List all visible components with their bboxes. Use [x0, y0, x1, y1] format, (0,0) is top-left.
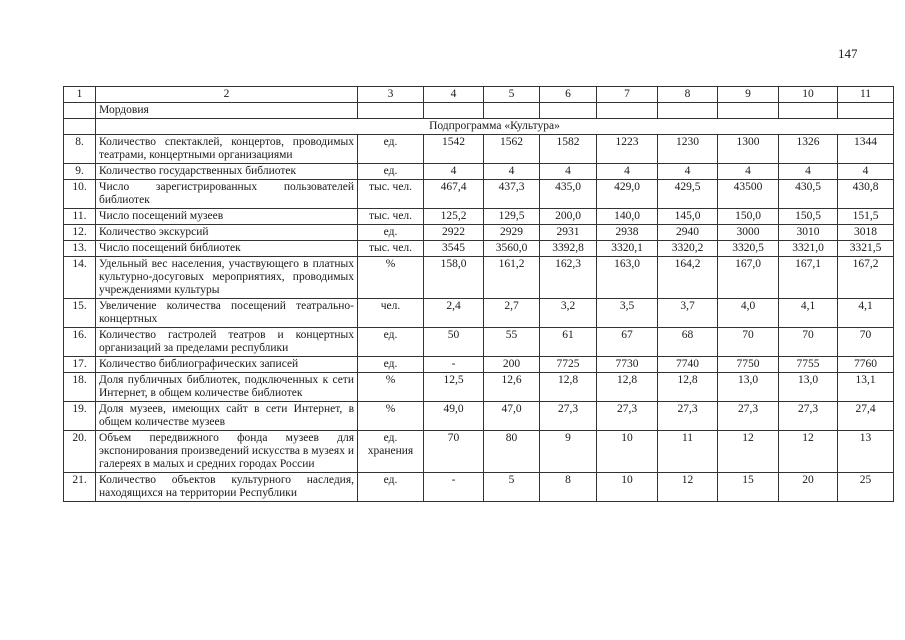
value-cell: 150,0: [718, 209, 779, 225]
value-cell: 3000: [718, 225, 779, 241]
value-cell: 7755: [779, 357, 838, 373]
value-cell: 2940: [658, 225, 718, 241]
value-cell: 4: [424, 164, 484, 180]
value-cell: 2929: [484, 225, 540, 241]
value-cell: 167,1: [779, 257, 838, 299]
value-cell: 12: [658, 473, 718, 502]
value-cell: 3321,5: [838, 241, 894, 257]
indicator-name: Количество библиографических записей: [96, 357, 358, 373]
unit-cell: ед.: [358, 135, 424, 164]
value-cell: 2,7: [484, 299, 540, 328]
value-cell: 200,0: [540, 209, 597, 225]
row-number: 19.: [64, 402, 96, 431]
value-cell: 429,5: [658, 180, 718, 209]
row-number: 15.: [64, 299, 96, 328]
value-cell: 70: [779, 328, 838, 357]
indicator-name: Удельный вес населения, участвующего в платных культурно-досуговых мероприятиях, проводимых учреждениями культуры: [96, 257, 358, 299]
value-cell: -: [424, 357, 484, 373]
value-cell: 25: [838, 473, 894, 502]
value-cell: 2931: [540, 225, 597, 241]
value-cell: 7760: [838, 357, 894, 373]
unit-cell: ед.: [358, 357, 424, 373]
region-row: [64, 103, 894, 119]
value-cell: 13,1: [838, 373, 894, 402]
value-cell: 467,4: [424, 180, 484, 209]
indicators-table: [63, 86, 894, 502]
value-cell: 61: [540, 328, 597, 357]
value-cell: 4: [540, 164, 597, 180]
value-cell: 12,8: [540, 373, 597, 402]
value-cell: 3320,1: [597, 241, 658, 257]
indicator-name: Увеличение количества посещений театрально-концертных: [96, 299, 358, 328]
value-cell: 1326: [779, 135, 838, 164]
value-cell: 4,0: [718, 299, 779, 328]
value-cell: 4,1: [779, 299, 838, 328]
unit-cell: тыс. чел.: [358, 209, 424, 225]
value-cell: 129,5: [484, 209, 540, 225]
table-row: [64, 241, 894, 257]
table-row: [64, 431, 894, 473]
value-cell: 167,0: [718, 257, 779, 299]
value-cell: 1542: [424, 135, 484, 164]
unit-cell: чел.: [358, 299, 424, 328]
region-name: Мордовия: [96, 103, 358, 119]
value-cell: 3560,0: [484, 241, 540, 257]
indicator-name: Количество объектов культурного наследия, находящихся на территории Республики: [96, 473, 358, 502]
value-cell: 27,3: [658, 402, 718, 431]
value-cell: 55: [484, 328, 540, 357]
row-number: 10.: [64, 180, 96, 209]
unit-cell: тыс. чел.: [358, 241, 424, 257]
value-cell: 70: [718, 328, 779, 357]
value-cell: 2922: [424, 225, 484, 241]
value-cell: 163,0: [597, 257, 658, 299]
page-number: 147: [838, 46, 858, 61]
value-cell: 20: [779, 473, 838, 502]
value-cell: 12,6: [484, 373, 540, 402]
value-cell: 10: [597, 473, 658, 502]
indicator-name: Количество экскурсий: [96, 225, 358, 241]
header-cell: 6: [540, 87, 597, 103]
value-cell: 11: [658, 431, 718, 473]
value-cell: 27,3: [718, 402, 779, 431]
value-cell: 8: [540, 473, 597, 502]
value-cell: 1582: [540, 135, 597, 164]
value-cell: 15: [718, 473, 779, 502]
value-cell: 13,0: [779, 373, 838, 402]
value-cell: 47,0: [484, 402, 540, 431]
value-cell: 4: [658, 164, 718, 180]
value-cell: 4: [484, 164, 540, 180]
value-cell: 67: [597, 328, 658, 357]
value-cell: 68: [658, 328, 718, 357]
value-cell: 80: [484, 431, 540, 473]
indicator-name: Доля публичных библиотек, подключенных к сети Интернет, в общем количестве библиотек: [96, 373, 358, 402]
value-cell: 151,5: [838, 209, 894, 225]
table-header-row: [64, 87, 894, 103]
value-cell: 430,8: [838, 180, 894, 209]
value-cell: 12,5: [424, 373, 484, 402]
header-cell: 2: [96, 87, 358, 103]
value-cell: 13: [838, 431, 894, 473]
value-cell: 3,2: [540, 299, 597, 328]
value-cell: 70: [838, 328, 894, 357]
row-number: 12.: [64, 225, 96, 241]
row-number: 14.: [64, 257, 96, 299]
value-cell: 145,0: [658, 209, 718, 225]
value-cell: 12,8: [597, 373, 658, 402]
header-cell: 10: [779, 87, 838, 103]
subprogram-row: [64, 119, 894, 135]
value-cell: 7750: [718, 357, 779, 373]
value-cell: 10: [597, 431, 658, 473]
value-cell: 200: [484, 357, 540, 373]
indicator-name: Количество спектаклей, концертов, проводимых театрами, концертными организациями: [96, 135, 358, 164]
table-row: [64, 402, 894, 431]
value-cell: 4: [838, 164, 894, 180]
value-cell: 7730: [597, 357, 658, 373]
unit-cell: %: [358, 257, 424, 299]
value-cell: 167,2: [838, 257, 894, 299]
value-cell: 3320,2: [658, 241, 718, 257]
value-cell: 1344: [838, 135, 894, 164]
unit-cell: ед. хранения: [358, 431, 424, 473]
row-number: 21.: [64, 473, 96, 502]
value-cell: 7740: [658, 357, 718, 373]
value-cell: 27,3: [779, 402, 838, 431]
indicator-name: Число посещений библиотек: [96, 241, 358, 257]
value-cell: 9: [540, 431, 597, 473]
value-cell: 3545: [424, 241, 484, 257]
row-number: 20.: [64, 431, 96, 473]
value-cell: 12: [779, 431, 838, 473]
unit-cell: %: [358, 373, 424, 402]
header-cell: 8: [658, 87, 718, 103]
value-cell: 3010: [779, 225, 838, 241]
value-cell: 3018: [838, 225, 894, 241]
row-number: 13.: [64, 241, 96, 257]
value-cell: 429,0: [597, 180, 658, 209]
value-cell: 1562: [484, 135, 540, 164]
value-cell: 12: [718, 431, 779, 473]
value-cell: 430,5: [779, 180, 838, 209]
value-cell: 70: [424, 431, 484, 473]
value-cell: 27,3: [540, 402, 597, 431]
header-cell: 9: [718, 87, 779, 103]
value-cell: 2,4: [424, 299, 484, 328]
value-cell: 27,3: [597, 402, 658, 431]
unit-cell: %: [358, 402, 424, 431]
table-row: [64, 357, 894, 373]
table-row: [64, 299, 894, 328]
table-row: [64, 209, 894, 225]
table-body: [64, 87, 894, 502]
value-cell: 3392,8: [540, 241, 597, 257]
value-cell: 1230: [658, 135, 718, 164]
value-cell: 4: [718, 164, 779, 180]
table-row: [64, 225, 894, 241]
value-cell: 1223: [597, 135, 658, 164]
value-cell: 5: [484, 473, 540, 502]
indicator-name: Число посещений музеев: [96, 209, 358, 225]
unit-cell: ед.: [358, 164, 424, 180]
value-cell: 3321,0: [779, 241, 838, 257]
unit-cell: ед.: [358, 225, 424, 241]
header-cell: 1: [64, 87, 96, 103]
value-cell: 13,0: [718, 373, 779, 402]
value-cell: 435,0: [540, 180, 597, 209]
row-number: 9.: [64, 164, 96, 180]
row-number: 18.: [64, 373, 96, 402]
unit-cell: ед.: [358, 328, 424, 357]
value-cell: 3,5: [597, 299, 658, 328]
value-cell: 27,4: [838, 402, 894, 431]
indicator-name: Объем передвижного фонда музеев для экспонирования произведений искусства в музеях и галереях в малых и средних городах России: [96, 431, 358, 473]
value-cell: 4: [779, 164, 838, 180]
indicator-name: Количество гастролей театров и концертных организаций за пределами республики: [96, 328, 358, 357]
row-number: 17.: [64, 357, 96, 373]
value-cell: 1300: [718, 135, 779, 164]
table-row: [64, 257, 894, 299]
value-cell: 125,2: [424, 209, 484, 225]
value-cell: 161,2: [484, 257, 540, 299]
indicator-name: Количество государственных библиотек: [96, 164, 358, 180]
row-number: 11.: [64, 209, 96, 225]
table-row: [64, 473, 894, 502]
value-cell: 437,3: [484, 180, 540, 209]
row-number: 16.: [64, 328, 96, 357]
indicator-name: Доля музеев, имеющих сайт в сети Интернет, в общем количестве музеев: [96, 402, 358, 431]
table-row: [64, 164, 894, 180]
value-cell: 4,1: [838, 299, 894, 328]
header-cell: 5: [484, 87, 540, 103]
value-cell: 164,2: [658, 257, 718, 299]
table-row: [64, 373, 894, 402]
table-row: [64, 135, 894, 164]
table-row: [64, 180, 894, 209]
unit-cell: тыс. чел.: [358, 180, 424, 209]
indicator-name: Число зарегистрированных пользователей библиотек: [96, 180, 358, 209]
header-cell: 3: [358, 87, 424, 103]
header-cell: 11: [838, 87, 894, 103]
value-cell: 2938: [597, 225, 658, 241]
value-cell: 50: [424, 328, 484, 357]
value-cell: 150,5: [779, 209, 838, 225]
subprogram-title: Подпрограмма «Культура»: [96, 119, 894, 135]
value-cell: 140,0: [597, 209, 658, 225]
value-cell: 162,3: [540, 257, 597, 299]
header-cell: 4: [424, 87, 484, 103]
row-number: 8.: [64, 135, 96, 164]
value-cell: 3320,5: [718, 241, 779, 257]
value-cell: 158,0: [424, 257, 484, 299]
value-cell: -: [424, 473, 484, 502]
value-cell: 7725: [540, 357, 597, 373]
value-cell: 3,7: [658, 299, 718, 328]
value-cell: 4: [597, 164, 658, 180]
header-cell: 7: [597, 87, 658, 103]
unit-cell: ед.: [358, 473, 424, 502]
table-row: [64, 328, 894, 357]
value-cell: 43500: [718, 180, 779, 209]
value-cell: 49,0: [424, 402, 484, 431]
value-cell: 12,8: [658, 373, 718, 402]
